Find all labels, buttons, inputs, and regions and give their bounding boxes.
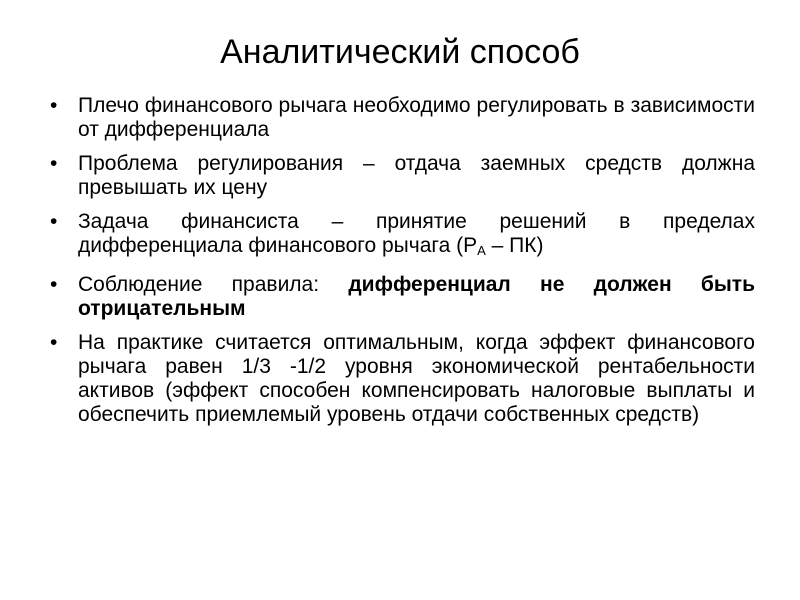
bullet-text [78,273,755,320]
bullet-text-plain: Соблюдение правила: [78,273,349,296]
bullet-marker: • [50,331,58,354]
bullet-text: Проблема регулирования – отдача заемных средств должна превышать их цену [78,152,755,199]
bullet-marker: • [50,210,58,233]
bullet-subscript: А [477,243,486,258]
bullet-text-bold: дифференциал не должен быть отрицательным [78,273,755,320]
bullet-item [46,273,755,321]
bullet-item [46,331,755,427]
bullet-marker: • [50,152,58,175]
bullet-item [46,210,755,263]
bullet-text-part: – ПК) [485,234,544,257]
bullet-marker: • [50,273,58,296]
bullet-item [46,152,755,200]
bullet-marker: • [50,94,58,117]
bullet-text: На практике считается оптимальным, когда эффект финансового рычага равен 1/3 -1/2 уровня экономической рентабельности активов (эффект способен компенсировать налоговые выплаты и обеспечить приемлемый уровень отдачи собственных средств) [78,331,755,426]
slide-title: Аналитический способ [220,33,580,71]
bullet-text: Плечо финансового рычага необходимо регулировать в зависимости от дифференциала [78,94,755,141]
bullet-item [46,94,755,142]
bullet-list [46,94,755,437]
bullet-text-part: Задача финансиста – принятие решений в пределах дифференциала финансового рычага (Р [78,210,755,257]
bullet-text [78,210,755,257]
